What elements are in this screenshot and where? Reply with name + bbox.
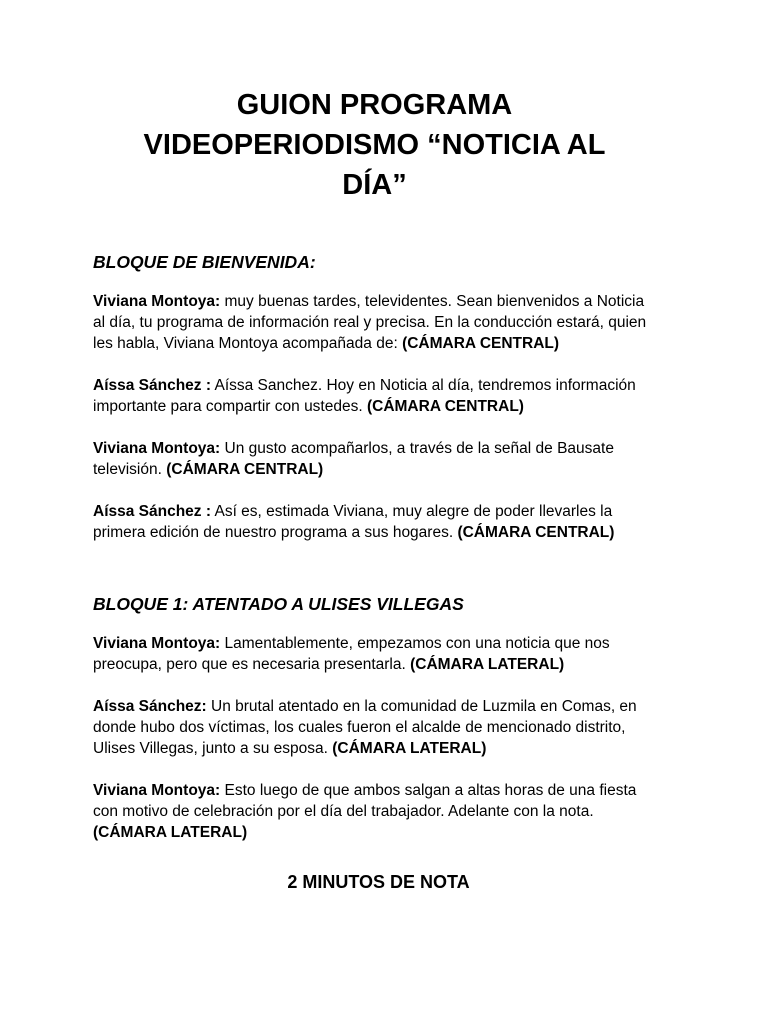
camera-cue: (CÁMARA CENTRAL) bbox=[366, 398, 524, 415]
dialogue-text: Un brutal atentado en la comunidad de Luzmila en Comas, en donde hubo dos víctimas, los cuales fueron el alcalde de mencionado distrito, Ulises Villegas, junto a su esposa. bbox=[93, 698, 637, 757]
dialogue-text: Así es, estimada Viviana, muy alegre de poder llevarles la primera edición de nuestro programa a sus hogares. bbox=[93, 503, 613, 541]
script-line bbox=[93, 291, 656, 354]
dialogue-text: muy buenas tardes, televidentes. Sean bienvenidos a Noticia al día, tu programa de información real y precisa. En la conducción estará, quien les habla, Viviana Montoya acompañada de: bbox=[93, 293, 647, 352]
dialogue-text: Lamentablemente, empezamos con una noticia que nos preocupa, pero que es necesaria presentarla. bbox=[93, 635, 610, 673]
script-line bbox=[93, 780, 656, 843]
title-line: GUION PROGRAMA bbox=[236, 89, 513, 121]
camera-cue: (CÁMARA LATERAL) bbox=[93, 824, 248, 841]
camera-cue: (CÁMARA CENTRAL) bbox=[457, 524, 615, 541]
document-title bbox=[93, 0, 656, 205]
closing-heading: 2 MINUTOS DE NOTA bbox=[287, 872, 470, 892]
speaker-name: Viviana Montoya: bbox=[93, 440, 221, 457]
section-heading: BLOQUE DE BIENVENIDA: bbox=[93, 252, 316, 272]
section-heading: BLOQUE 1: ATENTADO A ULISES VILLEGAS bbox=[93, 594, 464, 614]
script-line bbox=[93, 633, 656, 675]
speaker-name: Viviana Montoya: bbox=[93, 293, 221, 310]
dialogue-text: Aíssa Sanchez. Hoy en Noticia al día, tendremos información importante para compartir con ustedes. bbox=[93, 377, 636, 415]
dialogue-text: Esto luego de que ambos salgan a altas horas de una fiesta con motivo de celebración por el día del trabajador. Adelante con la nota. bbox=[93, 782, 637, 820]
speaker-name: Aíssa Sánchez: bbox=[93, 698, 207, 715]
dialogue-text: Un gusto acompañarlos, a través de la señal de Bausate televisión. bbox=[93, 440, 614, 478]
script-line bbox=[93, 438, 656, 480]
title-line: VIDEOPERIODISMO “NOTICIA AL bbox=[143, 129, 606, 161]
camera-cue: (CÁMARA LATERAL) bbox=[410, 656, 565, 673]
script-line bbox=[93, 501, 656, 543]
camera-cue: (CÁMARA LATERAL) bbox=[332, 740, 487, 757]
speaker-name: Aíssa Sánchez : bbox=[93, 377, 212, 394]
camera-cue: (CÁMARA CENTRAL) bbox=[402, 335, 560, 352]
speaker-name: Aíssa Sánchez : bbox=[93, 503, 212, 520]
script-line bbox=[93, 696, 656, 759]
camera-cue: (CÁMARA CENTRAL) bbox=[166, 461, 324, 478]
speaker-name: Viviana Montoya: bbox=[93, 635, 221, 652]
script-line bbox=[93, 375, 656, 417]
speaker-name: Viviana Montoya: bbox=[93, 782, 221, 799]
section-block-1 bbox=[93, 592, 656, 843]
title-line: DÍA” bbox=[342, 169, 407, 201]
section-welcome bbox=[93, 250, 656, 543]
